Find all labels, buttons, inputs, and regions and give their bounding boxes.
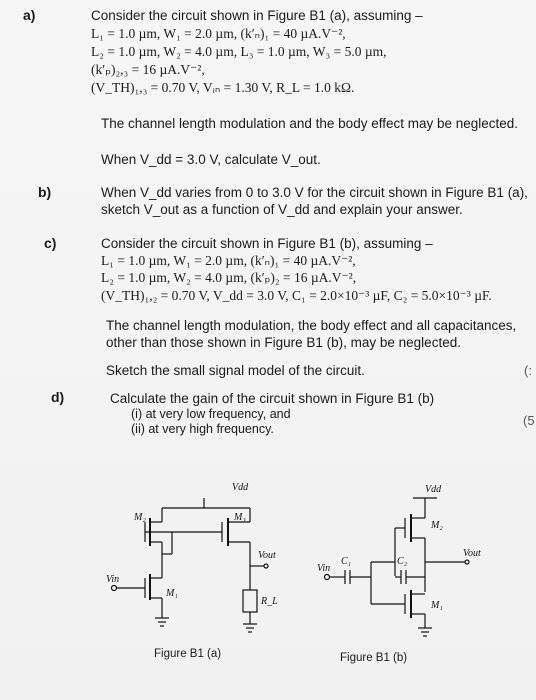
part-c-param: L₁ = 1.0 µm, W₁ = 2.0 µm, (k′ₙ)₁ = 40 µA.V⁻², xyxy=(101,253,356,268)
part-b-line: sketch V_out as a function of V_dd and explain your answer. xyxy=(101,202,463,217)
part-a-note: The channel length modulation and the body effect may be neglected. xyxy=(101,116,519,131)
label-vin: Vin xyxy=(106,574,120,585)
part-d-item: (ii) at very high frequency. xyxy=(131,422,274,436)
label-vdd: Vdd xyxy=(425,484,442,495)
figure-b1b-schematic xyxy=(315,480,495,650)
label-c2: C₂ xyxy=(397,556,408,567)
part-a-param: L₂ = 1.0 µm, W₂ = 4.0 µm, L₃ = 1.0 µm, W₃ = 5.0 µm, xyxy=(91,44,387,59)
part-a-param: L₁ = 1.0 µm, W₁ = 2.0 µm, (k′ₙ)₁ = 40 µA.V⁻², xyxy=(91,26,346,41)
part-d-item: (i) at very low frequency, and xyxy=(131,407,291,421)
figure-b1a-schematic xyxy=(100,470,290,650)
part-b-line: When V_dd varies from 0 to 3.0 V for the circuit shown in Figure B1 (a), xyxy=(101,185,528,200)
part-c-label: c) xyxy=(44,235,57,251)
label-vout: Vout xyxy=(463,548,481,559)
label-vout: Vout xyxy=(258,550,276,561)
part-c-note: other than those shown in Figure B1 (b), may be neglected. xyxy=(106,335,461,350)
label-m1: M₁ xyxy=(431,600,443,611)
margin-mark: (5 xyxy=(523,413,535,428)
label-m1: M₁ xyxy=(166,588,178,599)
part-d-label: d) xyxy=(51,389,65,405)
figure-b1a-caption: Figure B1 (a) xyxy=(154,648,222,660)
label-vin: Vin xyxy=(317,563,331,574)
part-c-note: The channel length modulation, the body effect and all capacitances, xyxy=(106,318,517,333)
part-c-intro: Consider the circuit shown in Figure B1 (b), assuming – xyxy=(101,236,433,251)
part-c-question: Sketch the small signal model of the circuit. xyxy=(106,363,365,378)
part-b-label: b) xyxy=(38,184,52,200)
figure-b1b-caption: Figure B1 (b) xyxy=(340,652,408,664)
label-rl: R_L xyxy=(261,596,278,607)
label-m2: M₂ xyxy=(431,520,443,531)
part-a-param: (V_TH)₁,₃ = 0.70 V, Vᵢₙ = 1.30 V, R_L = 1.0 kΩ. xyxy=(91,80,355,95)
part-a-question: When V_dd = 3.0 V, calculate V_out. xyxy=(101,152,321,167)
part-c-param: L₂ = 1.0 µm, W₂ = 4.0 µm, (k′ₚ)₂ = 16 µA.V⁻², xyxy=(101,270,357,285)
label-c1: C₁ xyxy=(341,556,352,567)
part-a-label: a) xyxy=(23,7,36,23)
label-m2: M₂ xyxy=(134,512,146,523)
label-m3: M₃ xyxy=(234,512,246,523)
margin-mark: (: xyxy=(524,363,532,378)
part-c-param: (V_TH)₁,₂ = 0.70 V, V_dd = 3.0 V, C₁ = 2.0×10⁻³ µF, C₂ = 5.0×10⁻³ µF. xyxy=(101,288,492,303)
part-d-intro: Calculate the gain of the circuit shown in Figure B1 (b) xyxy=(110,391,435,406)
label-vdd: Vdd xyxy=(232,482,249,493)
part-a-param: (k′ₚ)₂,₃ = 16 µA.V⁻², xyxy=(91,62,205,77)
part-a-intro: Consider the circuit shown in Figure B1 (a), assuming – xyxy=(91,8,423,23)
